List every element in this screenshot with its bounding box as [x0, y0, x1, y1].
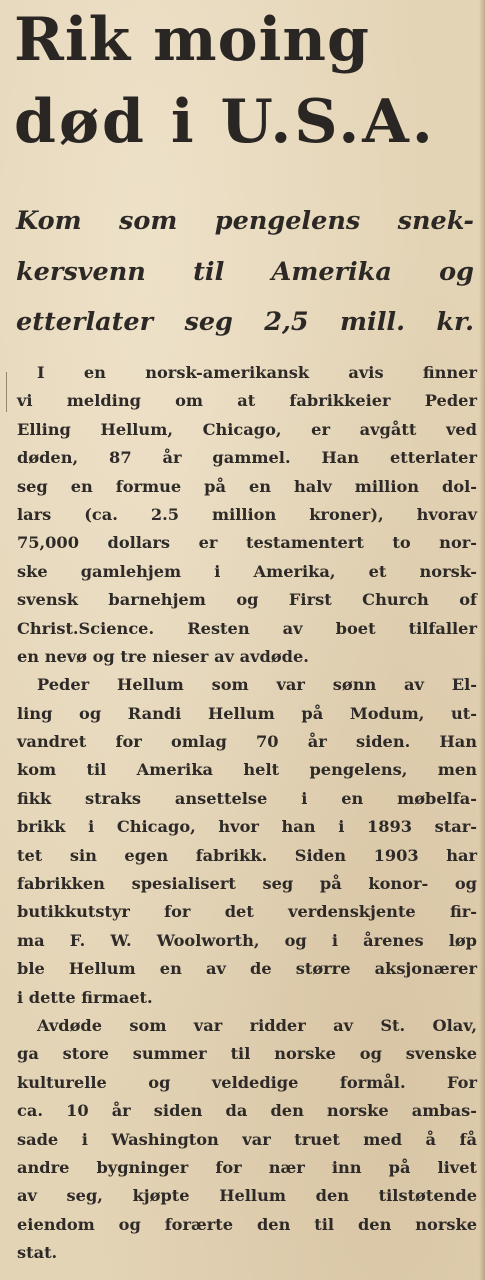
headline-line: død i U.S.A. [14, 87, 436, 157]
body-line: Christ.Science. Resten av boet tilfaller [17, 618, 477, 638]
body-line: kulturelle og veldedige formål. For [17, 1072, 477, 1092]
body-line: I en norsk-amerikansk avis finner [37, 363, 477, 382]
body-line: i dette firmaet. [17, 987, 153, 1007]
body-line: ma F. W. Woolworth, og i årenes løp [17, 930, 477, 950]
subheadline [16, 196, 474, 348]
body-line: ling og Randi Hellum på Modum, ut- [17, 703, 477, 723]
body-line: Peder Hellum som var sønn av El- [37, 675, 477, 695]
body-line: andre bygninger for nær inn på livet [17, 1157, 477, 1177]
body-line: vandret for omlag 70 år siden. Han [17, 732, 477, 752]
body-line: kom til Amerika helt pengelens, men [17, 760, 477, 780]
body-line: ble Hellum en av de større aksjonærer [17, 959, 477, 979]
body-line: ske gamlehjem i Amerika, et norsk- [17, 561, 477, 581]
subheadline-line: Kom som pengelens snek- [16, 206, 474, 236]
body-line: stat. [17, 1243, 58, 1263]
margin-pencil-mark [6, 372, 7, 412]
subheadline-line: kersvenn til Amerika og [16, 256, 474, 287]
body-line: sade i Washington var truet med å få [17, 1129, 477, 1149]
headline-line: Rik moing [14, 5, 370, 75]
body-line: tet sin egen fabrikk. Siden 1903 har [17, 845, 477, 865]
subheadline-line: etterlater seg 2,5 mill. kr. [16, 307, 474, 337]
body-line: 75,000 dollars er testamentert to nor- [17, 533, 477, 553]
body-line: fabrikken spesialisert seg på konor- og [17, 874, 477, 894]
paper-edge-shadow [479, 0, 485, 1280]
body-line: brikk i Chicago, hvor han i 1893 star- [17, 817, 477, 837]
body-line: svensk barnehjem og First Church of [17, 590, 477, 610]
body-line: ca. 10 år siden da den norske ambas- [17, 1101, 477, 1121]
body-line: lars (ca. 2.5 million kroner), hvorav [17, 504, 477, 524]
body-line: Elling Hellum, Chicago, er avgått ved [17, 419, 477, 439]
body-line: seg en formue på en halv million dol- [17, 476, 477, 496]
body-line: ga store summer til norske og svenske [17, 1044, 477, 1064]
article-body [17, 359, 477, 1268]
body-line: vi melding om at fabrikkeier Peder [17, 391, 477, 411]
body-line: Avdøde som var ridder av St. Olav, [37, 1015, 477, 1035]
body-line: eiendom og forærte den til den norske [17, 1214, 477, 1234]
body-line: butikkutstyr for det verdenskjente fir- [17, 902, 477, 922]
body-line: en nevø og tre nieser av avdøde. [17, 646, 309, 666]
body-line: av seg, kjøpte Hellum den tilstøtende [17, 1186, 477, 1206]
body-line: fikk straks ansettelse i en møbelfa- [17, 788, 477, 808]
body-line: døden, 87 år gammel. Han etterlater [17, 448, 477, 468]
